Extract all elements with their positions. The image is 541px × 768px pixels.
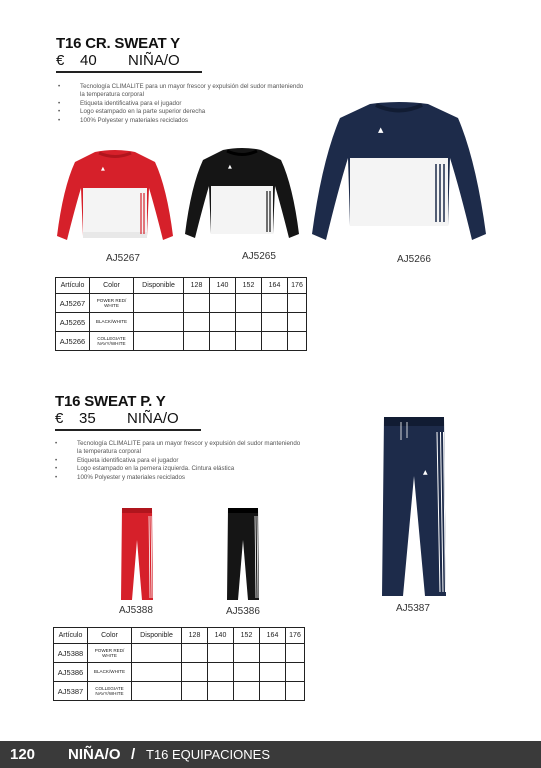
segment-label: NIÑA/O (128, 52, 180, 69)
sku-cell: AJ5386 (54, 663, 88, 682)
section-separator: / (131, 746, 136, 763)
size-cell[interactable] (210, 332, 236, 351)
size-cell[interactable] (288, 313, 307, 332)
size-cell[interactable] (260, 663, 286, 682)
column-header: Disponible (134, 278, 184, 294)
size-cell[interactable] (210, 294, 236, 313)
size-cell[interactable] (208, 663, 234, 682)
product2-price (55, 410, 179, 427)
svg-text:▲: ▲ (228, 164, 232, 170)
feature-item: • Etiqueta identificativa para el jugador (55, 457, 355, 465)
column-header: Disponible (132, 628, 182, 644)
svg-text:▲: ▲ (423, 469, 428, 476)
sku-cell: AJ5388 (54, 644, 88, 663)
currency-symbol: € (56, 52, 65, 69)
feature-item: • Tecnología CLIMALITE para un mayor frescor y expulsión del sudor manteniendo (58, 83, 358, 91)
column-header: 128 (184, 278, 210, 294)
size-availability-table (55, 277, 307, 351)
column-header: 152 (236, 278, 262, 294)
color-cell: BLACK/WHITE (88, 663, 132, 682)
column-header: Artículo (54, 628, 88, 644)
feature-item: • 100% Polyester y materiales reciclados (58, 117, 358, 125)
column-header: 128 (182, 628, 208, 644)
product-code: AJ5386 (226, 606, 260, 617)
title-underline (55, 429, 201, 431)
size-cell[interactable] (286, 663, 305, 682)
color-cell: COLLEGIATE NAVY/WHITE (88, 682, 132, 701)
column-header: 140 (208, 628, 234, 644)
column-header: Artículo (56, 278, 90, 294)
sku-cell: AJ5266 (56, 332, 90, 351)
pants-red-image (120, 506, 154, 602)
available-cell[interactable] (134, 332, 184, 351)
currency-symbol: € (55, 410, 64, 427)
size-cell[interactable] (234, 644, 260, 663)
product1-title: T16 CR. SWEAT Y (56, 35, 180, 52)
column-header: Color (90, 278, 134, 294)
column-header: 164 (260, 628, 286, 644)
pants-black-image (226, 506, 260, 602)
column-header: 164 (262, 278, 288, 294)
size-cell[interactable] (236, 294, 262, 313)
size-cell[interactable] (184, 332, 210, 351)
sweatshirt-navy-image (310, 100, 488, 242)
size-cell[interactable] (260, 682, 286, 701)
price-amount: 35 (79, 410, 96, 427)
size-cell[interactable] (182, 663, 208, 682)
subsection-label: T16 EQUIPACIONES (146, 747, 271, 762)
table-row (56, 294, 307, 313)
table-row (54, 663, 305, 682)
color-cell: COLLEGIATE NAVY/WHITE (90, 332, 134, 351)
pants-navy-image (381, 414, 447, 600)
product-code: AJ5265 (242, 251, 276, 262)
available-cell[interactable] (132, 682, 182, 701)
size-cell[interactable] (286, 682, 305, 701)
feature-item: • Logo estampado en la parte superior derecha (58, 108, 358, 116)
size-cell[interactable] (288, 332, 307, 351)
feature-item: • Logo estampado en la pernera izquierda. Cintura elástica (55, 465, 355, 473)
page-number: 120 (10, 746, 36, 763)
sweatshirt-red-image (55, 148, 175, 243)
size-cell[interactable] (208, 644, 234, 663)
size-availability-table (53, 627, 305, 701)
size-cell[interactable] (208, 682, 234, 701)
sweatshirt-black-image (183, 146, 301, 241)
sku-cell: AJ5387 (54, 682, 88, 701)
feature-item: • Tecnología CLIMALITE para un mayor frescor y expulsión del sudor manteniendo (55, 440, 355, 448)
size-cell[interactable] (236, 313, 262, 332)
size-cell[interactable] (234, 682, 260, 701)
svg-text:▲: ▲ (378, 126, 384, 134)
color-cell: BLACK/WHITE (90, 313, 134, 332)
sku-cell: AJ5265 (56, 313, 90, 332)
feature-item: • Etiqueta identificativa para el jugador (58, 100, 358, 108)
table-row (54, 682, 305, 701)
color-cell: POWER RED/ WHITE (88, 644, 132, 663)
product2-features (55, 440, 355, 482)
table-header-row (56, 278, 307, 294)
size-cell[interactable] (184, 313, 210, 332)
product-code: AJ5387 (396, 603, 430, 614)
column-header: 152 (234, 628, 260, 644)
table-row (56, 332, 307, 351)
size-cell[interactable] (182, 682, 208, 701)
size-cell[interactable] (184, 294, 210, 313)
available-cell[interactable] (132, 663, 182, 682)
section-label: NIÑA/O (68, 746, 121, 763)
size-cell[interactable] (262, 294, 288, 313)
column-header: 140 (210, 278, 236, 294)
feature-item: • 100% Polyester y materiales reciclados (55, 474, 355, 482)
segment-label: NIÑA/O (127, 410, 179, 427)
product-code: AJ5388 (119, 605, 153, 616)
column-header: 176 (288, 278, 307, 294)
available-cell[interactable] (134, 313, 184, 332)
available-cell[interactable] (132, 644, 182, 663)
price-amount: 40 (80, 52, 97, 69)
size-cell[interactable] (260, 644, 286, 663)
product-code: AJ5267 (106, 253, 140, 264)
size-cell[interactable] (286, 644, 305, 663)
size-cell[interactable] (262, 332, 288, 351)
product-code: AJ5266 (397, 254, 431, 265)
available-cell[interactable] (134, 294, 184, 313)
feature-item: la temperatura corporal (80, 91, 144, 99)
svg-text:▲: ▲ (101, 166, 105, 172)
sku-cell: AJ5267 (56, 294, 90, 313)
feature-item: la temperatura corporal (77, 448, 141, 456)
size-cell[interactable] (210, 313, 236, 332)
column-header: Color (88, 628, 132, 644)
table-row (56, 313, 307, 332)
table-header-row (54, 628, 305, 644)
product1-price (56, 52, 180, 69)
column-header: 176 (286, 628, 305, 644)
size-cell[interactable] (288, 294, 307, 313)
product2-title: T16 SWEAT P. Y (55, 393, 166, 410)
size-cell[interactable] (182, 644, 208, 663)
size-cell[interactable] (234, 663, 260, 682)
title-underline (56, 71, 202, 73)
color-cell: POWER RED/ WHITE (90, 294, 134, 313)
size-cell[interactable] (236, 332, 262, 351)
table-row (54, 644, 305, 663)
size-cell[interactable] (262, 313, 288, 332)
page-footer (0, 741, 541, 768)
